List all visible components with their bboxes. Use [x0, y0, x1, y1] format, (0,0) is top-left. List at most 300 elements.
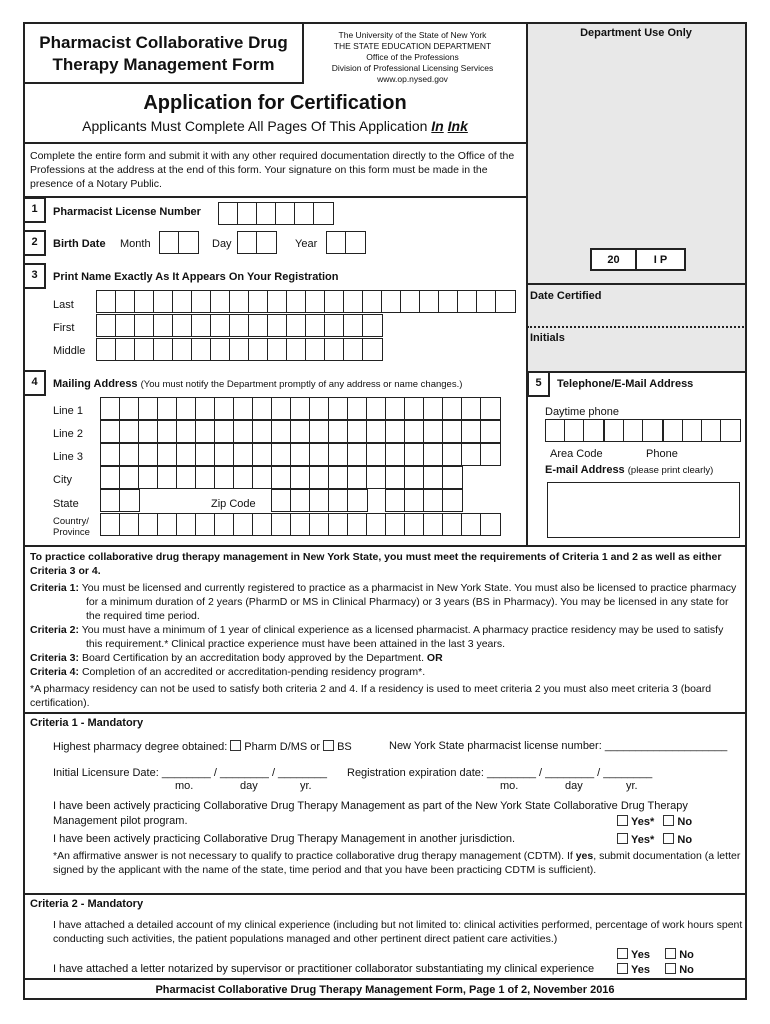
- email-note: (please print clearly): [627, 465, 714, 476]
- char-box[interactable]: [253, 467, 272, 488]
- char-box[interactable]: [215, 467, 234, 488]
- criteria-2-title: Criteria 2 - Mandatory: [30, 898, 144, 910]
- char-box[interactable]: [310, 490, 329, 511]
- zip-input[interactable]: [271, 489, 368, 512]
- divider: [527, 326, 747, 328]
- divider: [527, 283, 747, 285]
- divider: [23, 142, 527, 144]
- char-box[interactable]: [348, 444, 367, 465]
- char-box[interactable]: [196, 421, 215, 442]
- criteria-label: Criteria 3:: [30, 652, 80, 664]
- bs-checkbox[interactable]: [323, 740, 334, 751]
- char-box[interactable]: [135, 339, 154, 360]
- subtitle: [23, 118, 527, 134]
- char-box[interactable]: [424, 421, 443, 442]
- note-text: , submit documentation (a letter signed by the applicant with the name of the state, time period and that you have been practicing CDTM is sufficient).: [53, 850, 741, 876]
- criteria-text: Completion of an accredited or accreditation-pending residency program*.: [81, 666, 426, 678]
- char-box[interactable]: [249, 315, 268, 336]
- char-box[interactable]: [192, 291, 211, 312]
- char-box[interactable]: [348, 514, 367, 535]
- agency-line: Division of Professional Licensing Services: [331, 63, 494, 73]
- code-ip: I P: [653, 254, 668, 266]
- char-box[interactable]: [215, 444, 234, 465]
- nys-license-field[interactable]: New York State pharmacist license number: ____________________: [389, 740, 728, 752]
- note-text: *An affirmative answer is not necessary to qualify to practice collaborative drug therapy management (CDTM). If: [53, 850, 573, 862]
- char-box[interactable]: [192, 315, 211, 336]
- char-box[interactable]: [234, 398, 253, 419]
- char-box[interactable]: [238, 232, 257, 253]
- char-box[interactable]: [177, 444, 196, 465]
- section-number: 4: [23, 370, 46, 396]
- char-box[interactable]: [276, 203, 295, 224]
- char-box[interactable]: [462, 398, 481, 419]
- char-box[interactable]: [329, 398, 348, 419]
- char-box[interactable]: [702, 420, 721, 441]
- char-box[interactable]: [481, 421, 500, 442]
- char-box[interactable]: [287, 339, 306, 360]
- char-box[interactable]: [367, 421, 386, 442]
- char-box[interactable]: [363, 291, 382, 312]
- char-box[interactable]: [173, 339, 192, 360]
- headline: Application for Certification: [143, 92, 407, 114]
- char-box[interactable]: [721, 420, 740, 441]
- char-box[interactable]: [462, 421, 481, 442]
- pilot-question: I have been actively practicing Collaborative Drug Therapy Management as part of the New York State Collaborative Drug Therapy: [53, 800, 688, 812]
- char-box[interactable]: [230, 339, 249, 360]
- char-box[interactable]: [348, 490, 367, 511]
- char-box[interactable]: [643, 420, 662, 441]
- char-box[interactable]: [158, 467, 177, 488]
- char-box[interactable]: [196, 514, 215, 535]
- country-label-line: Province: [53, 527, 90, 538]
- license-number-input[interactable]: [218, 202, 334, 225]
- char-box[interactable]: [443, 444, 462, 465]
- char-box[interactable]: [348, 421, 367, 442]
- char-box[interactable]: [344, 291, 363, 312]
- last-name-label: Last: [53, 299, 74, 311]
- pilot-yes-checkbox[interactable]: [617, 815, 628, 826]
- char-box[interactable]: [101, 421, 120, 442]
- yes-label: Yes: [631, 964, 650, 976]
- char-box[interactable]: [249, 291, 268, 312]
- letter-yes-checkbox[interactable]: [617, 963, 628, 974]
- char-box[interactable]: [458, 291, 477, 312]
- char-box[interactable]: [234, 421, 253, 442]
- char-box[interactable]: [97, 339, 116, 360]
- char-box[interactable]: [160, 232, 179, 253]
- char-box[interactable]: [443, 490, 462, 511]
- mailing-address-note: (You must notify the Department promptly of any address or name changes.): [140, 379, 463, 390]
- char-box[interactable]: [325, 291, 344, 312]
- jurisdiction-no-checkbox[interactable]: [663, 833, 674, 844]
- char-box[interactable]: [215, 514, 234, 535]
- agency-line: www.op.nysed.gov: [377, 74, 448, 84]
- no-label: No: [677, 816, 693, 828]
- first-name-label: First: [53, 322, 75, 334]
- char-box[interactable]: [173, 315, 192, 336]
- jurisdiction-answer: [614, 833, 692, 846]
- phone-prefix-input[interactable]: [604, 419, 663, 442]
- mailing-address-title: Mailing Address: [53, 378, 138, 390]
- address-line2-input[interactable]: [100, 420, 501, 443]
- char-box[interactable]: [154, 291, 173, 312]
- char-box[interactable]: [310, 421, 329, 442]
- pharmd-label: Pharm D/MS or: [244, 741, 321, 753]
- char-box[interactable]: [310, 467, 329, 488]
- char-box[interactable]: [120, 467, 139, 488]
- notarized-letter-answer: [614, 963, 694, 976]
- divider: [527, 371, 747, 373]
- char-box[interactable]: [344, 339, 363, 360]
- pilot-question-cont: Management pilot program.: [53, 815, 188, 827]
- registration-expiration-field[interactable]: Registration expiration date: ________ / ________ / ________: [347, 767, 653, 779]
- char-box[interactable]: [605, 420, 624, 441]
- account-no-checkbox[interactable]: [665, 948, 676, 959]
- char-box[interactable]: [158, 514, 177, 535]
- char-box[interactable]: [120, 444, 139, 465]
- char-box[interactable]: [405, 490, 424, 511]
- char-box[interactable]: [154, 339, 173, 360]
- char-box[interactable]: [443, 398, 462, 419]
- char-box[interactable]: [584, 420, 603, 441]
- char-box[interactable]: [405, 398, 424, 419]
- subtitle-in: In: [431, 118, 444, 134]
- pharmd-checkbox[interactable]: [230, 740, 241, 751]
- email-label: [545, 464, 713, 476]
- char-box[interactable]: [253, 514, 272, 535]
- area-code-label: Area Code: [550, 448, 603, 460]
- char-box[interactable]: [120, 421, 139, 442]
- char-box[interactable]: [120, 398, 139, 419]
- char-box[interactable]: [664, 420, 683, 441]
- char-box[interactable]: [481, 514, 500, 535]
- char-box[interactable]: [306, 339, 325, 360]
- criteria-footnote: *A pharmacy residency can not be used to satisfy both criteria 2 and 4. If a residency is used to meet criteria 2 you must also meet criteria 3 (board certification).: [30, 683, 712, 709]
- criteria-label: Criteria 1:: [30, 582, 80, 594]
- char-box[interactable]: [291, 514, 310, 535]
- clinical-account-answer: [614, 948, 694, 961]
- char-box[interactable]: [443, 421, 462, 442]
- char-box[interactable]: [272, 514, 291, 535]
- char-box[interactable]: [306, 315, 325, 336]
- char-box[interactable]: [139, 398, 158, 419]
- dept-code-box: [590, 248, 686, 271]
- section-number: 5: [527, 371, 550, 397]
- char-box[interactable]: [179, 232, 198, 253]
- char-box[interactable]: [367, 398, 386, 419]
- char-box[interactable]: [310, 514, 329, 535]
- char-box[interactable]: [367, 467, 386, 488]
- month-label: Month: [120, 238, 151, 250]
- degree-label: Highest pharmacy degree obtained:: [53, 741, 228, 753]
- address-line3-input[interactable]: [100, 443, 501, 466]
- last-name-input[interactable]: [96, 290, 516, 313]
- divider: [23, 196, 527, 198]
- char-box[interactable]: [120, 490, 139, 511]
- char-box[interactable]: [481, 398, 500, 419]
- char-box[interactable]: [230, 291, 249, 312]
- char-box[interactable]: [101, 514, 120, 535]
- char-box[interactable]: [97, 315, 116, 336]
- char-box[interactable]: [546, 420, 565, 441]
- char-box[interactable]: [192, 339, 211, 360]
- char-box[interactable]: [386, 490, 405, 511]
- jurisdiction-yes-checkbox[interactable]: [617, 833, 628, 844]
- print-name-label: Print Name Exactly As It Appears On Your Registration: [53, 271, 339, 283]
- degree-row: [53, 740, 352, 753]
- email-title: E-mail Address: [545, 464, 625, 476]
- char-box[interactable]: [158, 444, 177, 465]
- char-box[interactable]: [177, 421, 196, 442]
- criteria-label: Criteria 4:: [30, 666, 80, 678]
- char-box[interactable]: [405, 467, 424, 488]
- char-box[interactable]: [310, 444, 329, 465]
- char-box[interactable]: [234, 467, 253, 488]
- account-yes-checkbox[interactable]: [617, 948, 628, 959]
- line3-label: Line 3: [53, 451, 83, 463]
- phone-line-input[interactable]: [663, 419, 741, 442]
- char-box[interactable]: [367, 444, 386, 465]
- birth-day-input[interactable]: [237, 231, 277, 254]
- char-box[interactable]: [272, 490, 291, 511]
- char-box[interactable]: [215, 398, 234, 419]
- country-input[interactable]: [100, 513, 501, 536]
- char-box[interactable]: [249, 339, 268, 360]
- license-number-label: Pharmacist License Number: [53, 206, 201, 218]
- char-box[interactable]: [234, 514, 253, 535]
- pilot-no-checkbox[interactable]: [663, 815, 674, 826]
- dept-title: Department Use Only: [580, 27, 692, 39]
- char-box[interactable]: [386, 514, 405, 535]
- char-box[interactable]: [139, 514, 158, 535]
- middle-name-input[interactable]: [96, 338, 383, 361]
- day-label: Day: [212, 238, 232, 250]
- char-box[interactable]: [363, 339, 382, 360]
- char-box[interactable]: [177, 514, 196, 535]
- char-box[interactable]: [173, 291, 192, 312]
- instructions: Complete the entire form and submit it with any other required documentation directly to the Office of the Professions at the address at the end of this form. Your signature on this form must be made in the presence of a Notary Public.: [30, 150, 515, 190]
- char-box[interactable]: [462, 444, 481, 465]
- char-box[interactable]: [344, 315, 363, 336]
- char-box[interactable]: [268, 315, 287, 336]
- notarized-letter-question: I have attached a letter notarized by supervisor or practitioner collaborator substantiating my clinical experience: [53, 963, 595, 975]
- year-label: Year: [295, 238, 318, 250]
- mailing-address-label: [53, 378, 462, 390]
- agency-line: THE STATE EDUCATION DEPARTMENT: [333, 41, 492, 51]
- char-box[interactable]: [683, 420, 702, 441]
- char-box[interactable]: [211, 315, 230, 336]
- agency-line: The University of the State of New York: [338, 30, 487, 40]
- char-box[interactable]: [101, 467, 120, 488]
- char-box[interactable]: [624, 420, 643, 441]
- char-box[interactable]: [477, 291, 496, 312]
- first-name-input[interactable]: [96, 314, 383, 337]
- char-box[interactable]: [295, 203, 314, 224]
- char-box[interactable]: [565, 420, 584, 441]
- char-box[interactable]: [424, 398, 443, 419]
- char-box[interactable]: [424, 467, 443, 488]
- char-box[interactable]: [291, 398, 310, 419]
- char-box[interactable]: [196, 467, 215, 488]
- char-box[interactable]: [443, 514, 462, 535]
- char-box[interactable]: [287, 291, 306, 312]
- birth-date-label: Birth Date: [53, 238, 106, 250]
- yr-label: yr.: [300, 780, 312, 792]
- char-box[interactable]: [310, 398, 329, 419]
- char-box[interactable]: [135, 315, 154, 336]
- char-box[interactable]: [116, 315, 135, 336]
- char-box[interactable]: [268, 339, 287, 360]
- char-box[interactable]: [272, 467, 291, 488]
- yr-label: yr.: [626, 780, 638, 792]
- criteria-text: You must be licensed and currently registered to practice as a pharmacist in New York State. You must also be licensed to practice pharmacy for a minimum duration of 2 years (PharmD or MS in Clinical Pharmacy) or 3 years (BS in Pharmacy). You may be licensed in any state for the required time period.: [81, 582, 737, 622]
- char-box[interactable]: [439, 291, 458, 312]
- line1-label: Line 1: [53, 405, 83, 417]
- char-box[interactable]: [272, 421, 291, 442]
- char-box[interactable]: [215, 421, 234, 442]
- section-number: 2: [23, 230, 46, 256]
- char-box[interactable]: [405, 421, 424, 442]
- address-line1-input[interactable]: [100, 397, 501, 420]
- char-box[interactable]: [306, 291, 325, 312]
- char-box[interactable]: [424, 490, 443, 511]
- char-box[interactable]: [253, 421, 272, 442]
- line2-label: Line 2: [53, 428, 83, 440]
- char-box[interactable]: [329, 467, 348, 488]
- char-box[interactable]: [139, 467, 158, 488]
- char-box[interactable]: [253, 398, 272, 419]
- char-box[interactable]: [405, 444, 424, 465]
- char-box[interactable]: [116, 291, 135, 312]
- char-box[interactable]: [424, 444, 443, 465]
- area-code-input[interactable]: [545, 419, 604, 442]
- note-yes: yes: [575, 850, 594, 862]
- char-box[interactable]: [211, 339, 230, 360]
- bs-label: BS: [337, 741, 352, 753]
- char-box[interactable]: [329, 514, 348, 535]
- criteria-1: [30, 581, 742, 623]
- char-box[interactable]: [329, 421, 348, 442]
- divider: [23, 712, 747, 714]
- char-box[interactable]: [386, 421, 405, 442]
- letter-no-checkbox[interactable]: [665, 963, 676, 974]
- char-box[interactable]: [327, 232, 346, 253]
- char-box[interactable]: [177, 467, 196, 488]
- char-box[interactable]: [291, 490, 310, 511]
- char-box[interactable]: [272, 398, 291, 419]
- char-box[interactable]: [287, 315, 306, 336]
- mo-label: mo.: [500, 780, 519, 792]
- section-number: 3: [23, 263, 46, 289]
- char-box[interactable]: [101, 444, 120, 465]
- email-input[interactable]: [547, 482, 740, 538]
- initial-licensure-date-field[interactable]: Initial Licensure Date: ________ / ________ / ________: [53, 767, 327, 779]
- agency-line: Office of the Professions: [366, 52, 459, 62]
- department-use-panel: [527, 24, 745, 372]
- char-box[interactable]: [291, 467, 310, 488]
- char-box[interactable]: [158, 421, 177, 442]
- char-box[interactable]: [196, 444, 215, 465]
- char-box[interactable]: [348, 467, 367, 488]
- birth-month-input[interactable]: [159, 231, 199, 254]
- char-box[interactable]: [382, 291, 401, 312]
- char-box[interactable]: [154, 315, 173, 336]
- char-box[interactable]: [291, 421, 310, 442]
- char-box[interactable]: [135, 291, 154, 312]
- char-box[interactable]: [177, 398, 196, 419]
- criteria-text: Board Certification by an accreditation body approved by the Department.: [81, 652, 424, 664]
- form-title-line: Pharmacist Collaborative Drug: [39, 33, 288, 52]
- char-box[interactable]: [314, 203, 333, 224]
- char-box[interactable]: [481, 444, 500, 465]
- char-box[interactable]: [120, 514, 139, 535]
- char-box[interactable]: [196, 398, 215, 419]
- char-box[interactable]: [234, 444, 253, 465]
- char-box[interactable]: [443, 467, 462, 488]
- char-box[interactable]: [116, 339, 135, 360]
- birth-year-input[interactable]: [326, 231, 366, 254]
- char-box[interactable]: [346, 232, 365, 253]
- char-box[interactable]: [97, 291, 116, 312]
- char-box[interactable]: [139, 421, 158, 442]
- mo-label: mo.: [175, 780, 194, 792]
- yes-label: Yes: [631, 949, 650, 961]
- char-box[interactable]: [230, 315, 249, 336]
- char-box[interactable]: [401, 291, 420, 312]
- char-box[interactable]: [329, 444, 348, 465]
- char-box[interactable]: [139, 444, 158, 465]
- char-box[interactable]: [291, 444, 310, 465]
- char-box[interactable]: [367, 514, 386, 535]
- divider: [23, 893, 747, 895]
- char-box[interactable]: [158, 398, 177, 419]
- char-box[interactable]: [462, 514, 481, 535]
- form-title: [23, 22, 304, 84]
- char-box[interactable]: [386, 444, 405, 465]
- char-box[interactable]: [363, 315, 382, 336]
- daytime-phone-label: Daytime phone: [545, 406, 619, 418]
- char-box[interactable]: [101, 398, 120, 419]
- city-input[interactable]: [100, 466, 463, 489]
- char-box[interactable]: [405, 514, 424, 535]
- char-box[interactable]: [386, 467, 405, 488]
- char-box[interactable]: [268, 291, 287, 312]
- char-box[interactable]: [348, 398, 367, 419]
- char-box[interactable]: [325, 339, 344, 360]
- subtitle-text: Applicants Must Complete All Pages Of This Application: [82, 118, 428, 134]
- char-box[interactable]: [219, 203, 238, 224]
- char-box[interactable]: [420, 291, 439, 312]
- char-box[interactable]: [329, 490, 348, 511]
- char-box[interactable]: [257, 232, 276, 253]
- char-box[interactable]: [257, 203, 276, 224]
- char-box[interactable]: [386, 398, 405, 419]
- criteria-2: [30, 623, 742, 651]
- zip-ext-input[interactable]: [385, 489, 463, 512]
- char-box[interactable]: [101, 490, 120, 511]
- char-box[interactable]: [211, 291, 230, 312]
- char-box[interactable]: [496, 291, 515, 312]
- char-box[interactable]: [424, 514, 443, 535]
- char-box[interactable]: [325, 315, 344, 336]
- state-input[interactable]: [100, 489, 140, 512]
- code-20: 20: [592, 250, 637, 269]
- char-box[interactable]: [272, 444, 291, 465]
- country-label: [53, 516, 90, 538]
- char-box[interactable]: [253, 444, 272, 465]
- subtitle-ink: Ink: [447, 118, 468, 134]
- char-box[interactable]: [238, 203, 257, 224]
